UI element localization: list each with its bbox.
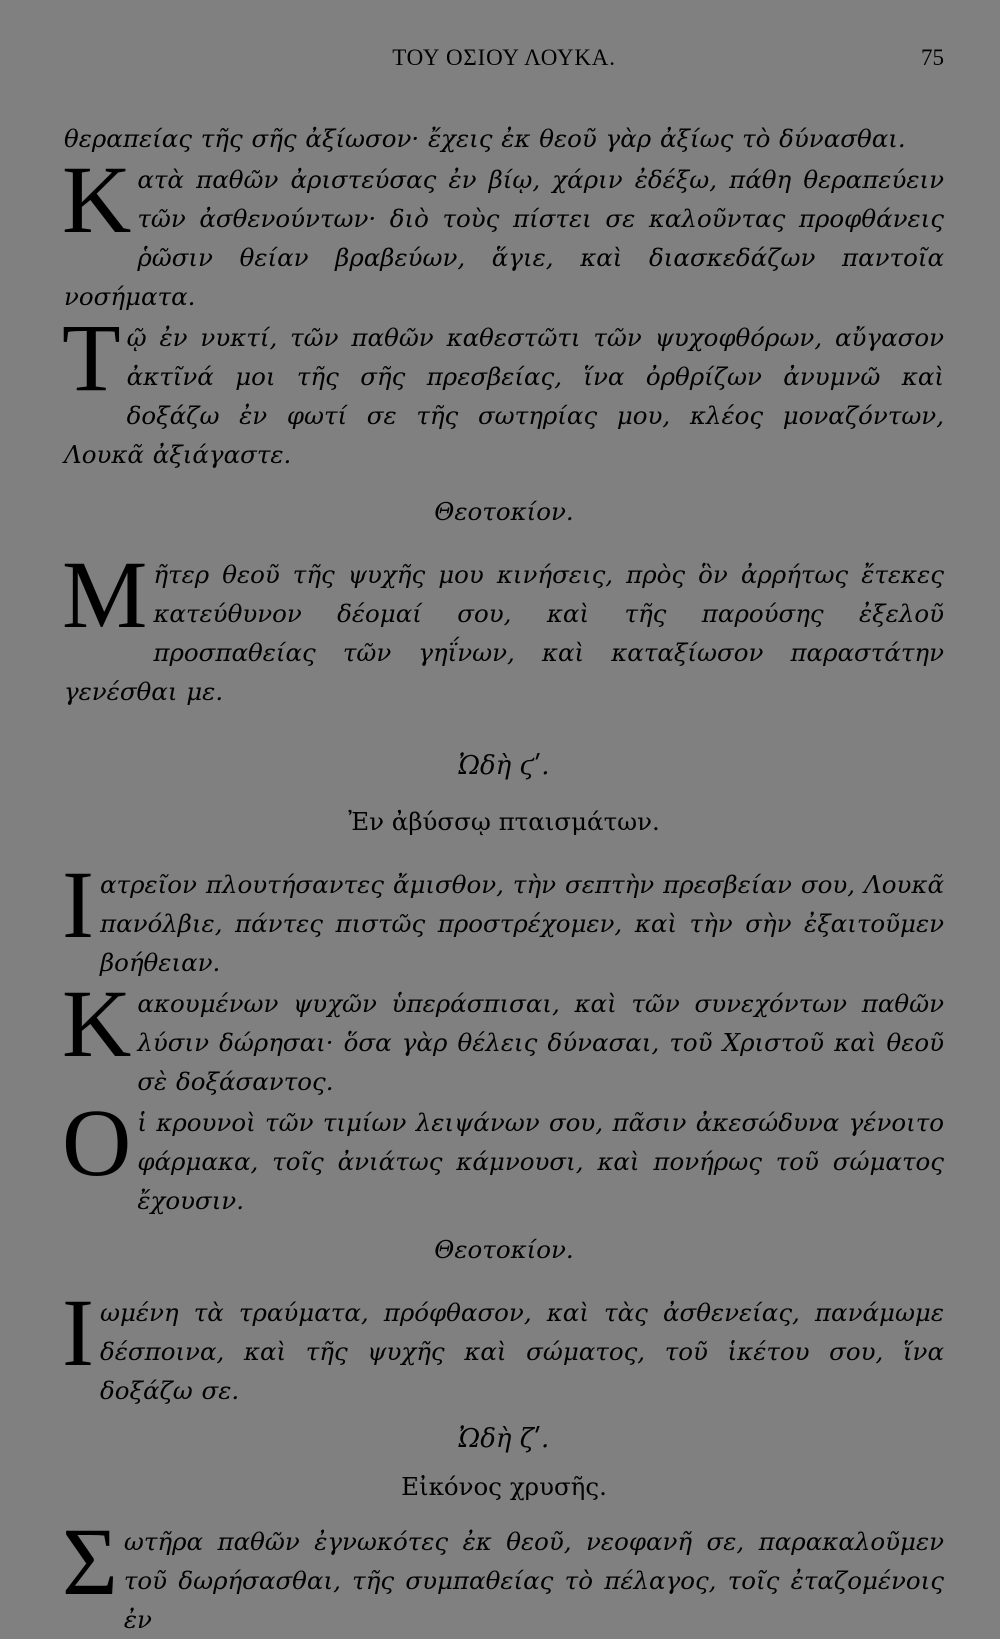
troparion [62,146,944,316]
heirmos-heading: Ἐν ἀβύσσῳ πταισμάτων. [348,807,660,836]
running-title: ΤΟΥ ΟΣΙΟΥ ΛΟΥΚΑ. [392,45,616,70]
drop-cap: Κ [62,970,132,1077]
heirmos-heading: Εἰκόνος χρυσῆς. [401,1472,607,1501]
paragraph-text: ατὰ παθῶν ἀριστεύσας ἐν βίῳ, χάριν ἐδέξω, πάθη θεραπεύειν τῶν ἀσθενούντων· διὸ τοὺς πίστει σε καλοῦντας προφθάνεις ῥῶσιν θείαν βραβεύων, ἅγιε, καὶ διασκεδάζων παντοῖα νοσήματα. [64,165,944,311]
page-number: 75 [921,45,944,70]
troparion [62,304,944,474]
paragraph-text: ακουμένων ψυχῶν ὑπεράσπισαι, καὶ τῶν συνεχόντων παθῶν λύσιν δώρησαι· ὅσα γὰρ θέλεις δύνασαι, τοῦ Χριστοῦ καὶ θεοῦ σὲ δοξάσαντος. [137,989,944,1096]
troparion [62,970,944,1101]
troparion [62,1279,944,1410]
troparion [62,851,944,982]
ode-heading: Ὠδὴ ϛʹ. [458,751,550,781]
running-head [64,45,944,85]
paragraph-text: ῆτερ θεοῦ τῆς ψυχῆς μου κινήσεις, πρὸς ὃν ἀρρήτως ἔτεκες κατεύθυνον δέομαί σου, καὶ τῆς παρούσης ἐξελοῦ προσπαθείας τῶν γηΐνων, καὶ καταξίωσον παραστάτην γενέσθαι με. [64,560,944,706]
troparion [62,1508,944,1639]
paragraph-text: ἱ κρουνοὶ τῶν τιμίων λειψάνων σου, πᾶσιν ἀκεσώδυνα γένοιτο φάρμακα, τοῖς ἀνιάτως κάμνουσι, καὶ πονήρως τοῦ σώματος ἔχουσιν. [137,1108,944,1215]
drop-cap: Κ [62,146,132,253]
section-heading: Θεοτοκίον. [434,497,574,526]
drop-cap: Ι [62,1279,94,1386]
paragraph-text: ωτῆρα παθῶν ἐγνωκότες ἐκ θεοῦ, νεοφανῆ σε, παρακαλοῦμεν τοῦ δωρήσασθαι, τῆς συμπαθείας τὸ πέλαγος, τοῖς ἐταζομένοις ἐν [123,1527,944,1634]
paragraph-text: ῷ ἐν νυκτί, τῶν παθῶν καθεστῶτι τῶν ψυχοφθόρων, αὔγασον ἀκτῖνά μοι τῆς σῆς πρεσβείας, ἵνα ὀρθρίζων ἀνυμνῶ καὶ δοξάζω ἐν φωτί σε τῆς σωτηρίας μου, κλέος μοναζόντων, Λουκᾶ ἀξιάγαστε. [64,323,944,469]
drop-cap: Μ [62,541,148,648]
paragraph-text: θεραπείας τῆς σῆς ἀξίωσον· ἔχεις ἐκ θεοῦ γὰρ ἀξίως τὸ δύνασθαι. [64,124,906,153]
paragraph-continuation [64,119,944,158]
section-heading: Θεοτοκίον. [434,1235,574,1264]
ode-heading: Ὠδὴ ζʹ. [458,1424,550,1454]
paragraph-text: ατρεῖον πλουτήσαντες ἄμισθον, τὴν σεπτὴν πρεσβείαν σου, Λουκᾶ πανόλβιε, πάντες πιστῶς προστρέχομεν, καὶ τὴν σὴν ἐξαιτοῦμεν βοήθειαν. [99,870,944,977]
troparion [62,541,944,711]
troparion [62,1089,944,1220]
drop-cap: Τ [62,304,121,411]
drop-cap: Σ [62,1508,118,1615]
drop-cap: Ο [62,1089,132,1196]
drop-cap: Ι [62,851,94,958]
paragraph-text: ωμένη τὰ τραύματα, πρόφθασον, καὶ τὰς ἀσθενείας, πανάμωμε δέσποινα, καὶ τῆς ψυχῆς καὶ σώματος, τοῦ ἱκέτου σου, ἵνα δοξάζω σε. [99,1298,944,1405]
